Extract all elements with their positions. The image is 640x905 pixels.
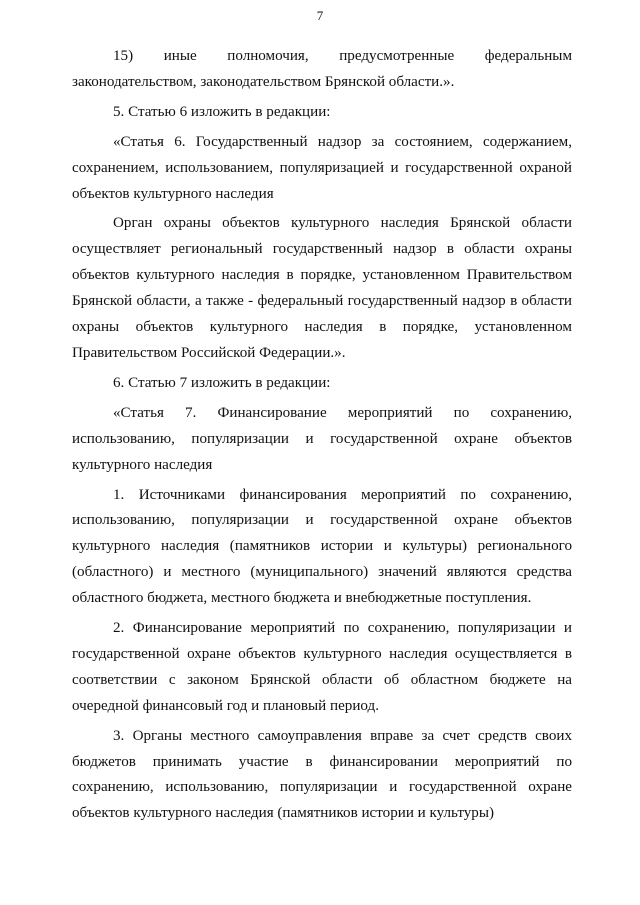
paragraph-article-6-body: Орган охраны объектов культурного наследия Брянской области осуществляет региональный государственный надзор в области охраны объектов культурного наследия в порядке, установленном Правительством Брянской области, а также - федеральный государственный надзор в области охраны объектов культурного наследия в порядке, установленном Правительством Российской Федерации.». — [72, 215, 572, 361]
paragraph-amendment-5: 5. Статью 6 изложить в редакции: — [113, 103, 331, 120]
page-number: 7 — [316, 8, 324, 23]
document-body — [72, 44, 572, 831]
paragraph-article-7-title: «Статья 7. Финансирование мероприятий по сохранению, использованию, популяризации и государственной охране объектов культурного наследия — [72, 404, 572, 473]
paragraph-article-7-part-3: 3. Органы местного самоуправления вправе за счет средств своих бюджетов принимать участие в финансировании мероприятий по сохранению, использованию, популяризации и государственной охране объектов культурного наследия (памятников истории и культуры) — [72, 727, 572, 822]
paragraph-article-6-title: «Статья 6. Государственный надзор за состоянием, содержанием, сохранением, использованием, популяризацией и государственной охраной объектов культурного наследия — [72, 133, 572, 202]
paragraph-article-7-part-2: 2. Финансирование мероприятий по сохранению, популяризации и государственной охране объектов культурного наследия осуществляется в соответствии с законом Брянской области об областном бюджете на очередной финансовый год и плановый период. — [72, 620, 572, 714]
paragraph-item-15-powers: 15) иные полномочия, предусмотренные федеральным законодательством, законодательством Брянской области.». — [72, 48, 572, 90]
paragraph-amendment-6: 6. Статью 7 изложить в редакции: — [113, 374, 331, 391]
paragraph-article-7-part-1: 1. Источниками финансирования мероприятий по сохранению, использованию, популяризации и государственной охране объектов культурного наследия (памятников истории и культуры) регионального (областного) и местного (муниципального) значений являются средства областного бюджета, местного бюджета и внебюджетные поступления. — [72, 486, 572, 607]
